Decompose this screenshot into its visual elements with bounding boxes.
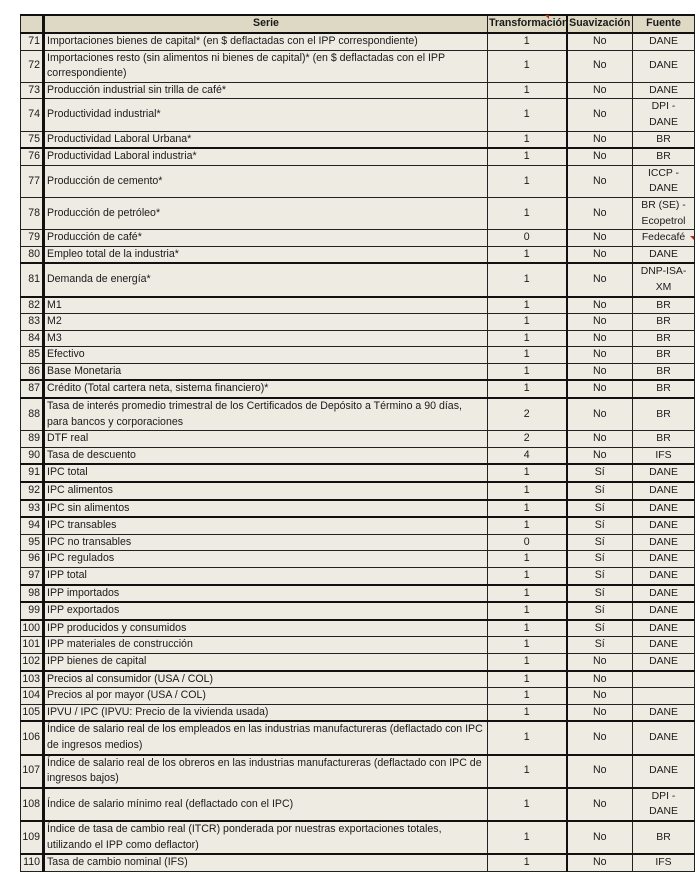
- cell-serie: IPP bienes de capital: [44, 653, 488, 670]
- cell-transformacion: 1: [488, 330, 567, 347]
- cell-suavizacion: Sí: [567, 517, 633, 534]
- cell-suavizacion: No: [567, 688, 633, 705]
- cell-serie: IPVU / IPC (IPVU: Precio de la vivienda usada): [44, 704, 488, 721]
- table-row: [21, 347, 695, 364]
- table-row: [21, 821, 695, 854]
- cell-fuente: IFS: [633, 447, 695, 464]
- table-row: [21, 398, 695, 431]
- row-number: 82: [21, 297, 44, 314]
- cell-serie: IPP total: [44, 568, 488, 585]
- cell-serie: Productividad Laboral industria*: [44, 148, 488, 165]
- cell-suavizacion: No: [567, 363, 633, 380]
- header-transformacion: Transformación: [488, 15, 567, 33]
- cell-transformacion: 1: [488, 653, 567, 670]
- cell-suavizacion: No: [567, 246, 633, 263]
- cell-fuente: DANE: [633, 568, 695, 585]
- cell-fuente: BR: [633, 314, 695, 331]
- cell-transformacion: 1: [488, 148, 567, 165]
- cell-serie: IPC no transables: [44, 534, 488, 551]
- cell-serie: M2: [44, 314, 488, 331]
- table-row: [21, 671, 695, 688]
- row-number: 97: [21, 568, 44, 585]
- table-row: [21, 637, 695, 654]
- row-number: 75: [21, 131, 44, 148]
- row-number: 74: [21, 99, 44, 131]
- table-row: [21, 721, 695, 754]
- cell-serie: Base Monetaria: [44, 363, 488, 380]
- cell-transformacion: 1: [488, 464, 567, 482]
- cell-transformacion: 1: [488, 755, 567, 788]
- header-row: [21, 15, 695, 33]
- cell-serie: M3: [44, 330, 488, 347]
- cell-fuente: BR: [633, 380, 695, 398]
- header-num: [21, 15, 44, 33]
- cell-serie: Empleo total de la industria*: [44, 246, 488, 263]
- cell-serie: Crédito (Total cartera neta, sistema financiero)*: [44, 380, 488, 398]
- cell-serie: Índice de salario real de los obreros en las industrias manufactureras (deflactado con IPC de ingresos bajos): [44, 755, 488, 788]
- cell-serie: Tasa de cambio nominal (IFS): [44, 854, 488, 871]
- cell-transformacion: 1: [488, 263, 567, 296]
- cell-fuente: BR: [633, 398, 695, 431]
- table-row: [21, 330, 695, 347]
- table-row: [21, 380, 695, 398]
- row-number: 108: [21, 788, 44, 821]
- cell-serie: Tasa de interés promedio trimestral de los Certificados de Depósito a Término a 90 días, para bancos y corporaciones: [44, 398, 488, 431]
- cell-fuente: DANE: [633, 637, 695, 654]
- cell-transformacion: 1: [488, 585, 567, 603]
- cell-suavizacion: No: [567, 99, 633, 131]
- cell-transformacion: 1: [488, 165, 567, 197]
- row-number: 103: [21, 671, 44, 688]
- cell-fuente: BR: [633, 148, 695, 165]
- table-row: [21, 688, 695, 705]
- table-row: [21, 704, 695, 721]
- cell-serie: M1: [44, 297, 488, 314]
- row-number: 80: [21, 246, 44, 263]
- cell-transformacion: 1: [488, 246, 567, 263]
- cell-fuente: DANE: [633, 755, 695, 788]
- cell-suavizacion: No: [567, 314, 633, 331]
- cell-serie: Precios al por mayor (USA / COL): [44, 688, 488, 705]
- cell-fuente: DANE: [633, 50, 695, 82]
- row-number: 94: [21, 517, 44, 534]
- cell-suavizacion: No: [567, 330, 633, 347]
- row-number: 73: [21, 82, 44, 99]
- row-number: 98: [21, 585, 44, 603]
- row-number: 109: [21, 821, 44, 854]
- cell-suavizacion: No: [567, 398, 633, 431]
- row-number: 95: [21, 534, 44, 551]
- cell-fuente: DANE: [633, 704, 695, 721]
- row-number: 106: [21, 721, 44, 754]
- cell-suavizacion: No: [567, 230, 633, 247]
- row-number: 71: [21, 33, 44, 50]
- cell-transformacion: 1: [488, 482, 567, 500]
- table-row: [21, 620, 695, 637]
- cell-suavizacion: No: [567, 721, 633, 754]
- cell-serie: Efectivo: [44, 347, 488, 364]
- header-fuente: Fuente: [633, 15, 695, 33]
- cell-suavizacion: No: [567, 82, 633, 99]
- cell-suavizacion: No: [567, 704, 633, 721]
- series-table-container: [20, 14, 694, 872]
- row-number: 83: [21, 314, 44, 331]
- table-row: [21, 33, 695, 50]
- cell-fuente: ICCP -DANE: [633, 165, 695, 197]
- row-number: 72: [21, 50, 44, 82]
- cell-fuente: DANE: [633, 721, 695, 754]
- table-row: [21, 464, 695, 482]
- cell-suavizacion: Sí: [567, 637, 633, 654]
- row-number: 105: [21, 704, 44, 721]
- cell-serie: Precios al consumidor (USA / COL): [44, 671, 488, 688]
- cell-suavizacion: No: [567, 33, 633, 50]
- cell-transformacion: 1: [488, 704, 567, 721]
- row-number: 86: [21, 363, 44, 380]
- cell-transformacion: 1: [488, 347, 567, 364]
- table-row: [21, 431, 695, 448]
- table-row: [21, 50, 695, 82]
- cell-transformacion: 1: [488, 620, 567, 637]
- cell-serie: IPC sin alimentos: [44, 500, 488, 518]
- row-number: 84: [21, 330, 44, 347]
- table-row: [21, 297, 695, 314]
- cell-transformacion: 1: [488, 131, 567, 148]
- row-number: 90: [21, 447, 44, 464]
- cell-serie: Índice de tasa de cambio real (ITCR) ponderada por nuestras exportaciones totales, utilizando el IPP como deflactor): [44, 821, 488, 854]
- cell-fuente: DANE: [633, 551, 695, 568]
- cell-suavizacion: No: [567, 131, 633, 148]
- row-number: 93: [21, 500, 44, 518]
- table-row: [21, 653, 695, 670]
- cell-fuente: BR: [633, 131, 695, 148]
- cell-fuente: [633, 671, 695, 688]
- cell-transformacion: 1: [488, 197, 567, 229]
- table-row: [21, 551, 695, 568]
- cell-suavizacion: Sí: [567, 602, 633, 620]
- table-row: [21, 755, 695, 788]
- row-number: 110: [21, 854, 44, 871]
- row-number: 96: [21, 551, 44, 568]
- header-serie: Serie: [44, 15, 488, 33]
- cell-fuente: DANE: [633, 602, 695, 620]
- row-number: 79: [21, 230, 44, 247]
- row-number: 78: [21, 197, 44, 229]
- cell-fuente: BR: [633, 297, 695, 314]
- row-number: 100: [21, 620, 44, 637]
- cell-fuente: DANE: [633, 464, 695, 482]
- table-body: [21, 33, 695, 871]
- table-row: [21, 131, 695, 148]
- cell-suavizacion: No: [567, 671, 633, 688]
- row-number: 76: [21, 148, 44, 165]
- cell-transformacion: 1: [488, 637, 567, 654]
- comment-indicator-icon: [690, 236, 694, 240]
- cell-suavizacion: No: [567, 431, 633, 448]
- cell-fuente: DANE: [633, 33, 695, 50]
- cell-serie: IPC transables: [44, 517, 488, 534]
- cell-fuente: DANE: [633, 653, 695, 670]
- table-row: [21, 568, 695, 585]
- row-number: 88: [21, 398, 44, 431]
- cell-suavizacion: No: [567, 165, 633, 197]
- table-row: [21, 585, 695, 603]
- cell-suavizacion: Sí: [567, 500, 633, 518]
- table-row: [21, 230, 695, 247]
- row-number: 107: [21, 755, 44, 788]
- cell-suavizacion: No: [567, 447, 633, 464]
- cell-transformacion: 1: [488, 314, 567, 331]
- cell-suavizacion: No: [567, 854, 633, 871]
- cell-transformacion: 4: [488, 447, 567, 464]
- header-suavizacion: Suavización: [567, 15, 633, 33]
- table-row: [21, 602, 695, 620]
- cell-transformacion: 1: [488, 602, 567, 620]
- cell-fuente: DANE: [633, 82, 695, 99]
- table-row: [21, 482, 695, 500]
- cell-suavizacion: No: [567, 755, 633, 788]
- cell-transformacion: 1: [488, 551, 567, 568]
- cell-fuente: DANE: [633, 482, 695, 500]
- table-row: [21, 82, 695, 99]
- cell-transformacion: 1: [488, 33, 567, 50]
- cell-suavizacion: No: [567, 347, 633, 364]
- cell-suavizacion: Sí: [567, 551, 633, 568]
- cell-serie: Importaciones resto (sin alimentos ni bienes de capital)* (en $ deflactadas con el IPP correspondiente): [44, 50, 488, 82]
- cell-serie: Producción industrial sin trilla de café*: [44, 82, 488, 99]
- table-row: [21, 534, 695, 551]
- cell-transformacion: 1: [488, 82, 567, 99]
- table-row: [21, 500, 695, 518]
- cell-suavizacion: Sí: [567, 568, 633, 585]
- row-number: 87: [21, 380, 44, 398]
- table-row: [21, 246, 695, 263]
- table-row: [21, 314, 695, 331]
- cell-suavizacion: Sí: [567, 620, 633, 637]
- cell-serie: IPP materiales de construcción: [44, 637, 488, 654]
- cell-fuente: DNP-ISA-XM: [633, 263, 695, 296]
- cell-suavizacion: Sí: [567, 534, 633, 551]
- row-number: 92: [21, 482, 44, 500]
- cell-serie: Índice de salario real de los empleados en las industrias manufactureras (deflactado con IPC de ingresos medios): [44, 721, 488, 754]
- cell-fuente: [633, 688, 695, 705]
- cell-suavizacion: Sí: [567, 482, 633, 500]
- cell-transformacion: 1: [488, 854, 567, 871]
- cell-transformacion: 1: [488, 500, 567, 518]
- cell-fuente: DANE: [633, 500, 695, 518]
- cell-suavizacion: No: [567, 197, 633, 229]
- cell-fuente: DPI - DANE: [633, 788, 695, 821]
- cell-fuente: DANE: [633, 620, 695, 637]
- table-row: [21, 363, 695, 380]
- cell-suavizacion: No: [567, 380, 633, 398]
- cell-transformacion: 1: [488, 517, 567, 534]
- cell-transformacion: 1: [488, 568, 567, 585]
- cell-fuente: DANE: [633, 534, 695, 551]
- cell-fuente: BR: [633, 821, 695, 854]
- cell-serie: Productividad industrial*: [44, 99, 488, 131]
- cell-fuente: Fedecafé: [633, 230, 695, 247]
- cell-transformacion: 1: [488, 380, 567, 398]
- cell-suavizacion: No: [567, 821, 633, 854]
- row-number: 104: [21, 688, 44, 705]
- cell-serie: Productividad Laboral Urbana*: [44, 131, 488, 148]
- cell-fuente: BR: [633, 431, 695, 448]
- cell-serie: IPC regulados: [44, 551, 488, 568]
- cell-transformacion: 2: [488, 431, 567, 448]
- cell-serie: Tasa de descuento: [44, 447, 488, 464]
- table-row: [21, 447, 695, 464]
- table-row: [21, 517, 695, 534]
- cell-suavizacion: No: [567, 50, 633, 82]
- cell-transformacion: 1: [488, 821, 567, 854]
- row-number: 101: [21, 637, 44, 654]
- cell-fuente: DPI - DANE: [633, 99, 695, 131]
- table-row: [21, 148, 695, 165]
- table-row: [21, 263, 695, 296]
- cell-suavizacion: No: [567, 788, 633, 821]
- cell-serie: Índice de salario mínimo real (deflactado con el IPC): [44, 788, 488, 821]
- cell-transformacion: 1: [488, 721, 567, 754]
- cell-serie: IPP importados: [44, 585, 488, 603]
- cell-fuente: DANE: [633, 517, 695, 534]
- cell-serie: IPC alimentos: [44, 482, 488, 500]
- cell-serie: Producción de petróleo*: [44, 197, 488, 229]
- row-number: 91: [21, 464, 44, 482]
- cell-fuente: DANE: [633, 585, 695, 603]
- cell-fuente: IFS: [633, 854, 695, 871]
- cell-serie: IPC total: [44, 464, 488, 482]
- row-number: 89: [21, 431, 44, 448]
- table-row: [21, 165, 695, 197]
- row-number: 77: [21, 165, 44, 197]
- cell-fuente: BR: [633, 330, 695, 347]
- cell-serie: IPP exportados: [44, 602, 488, 620]
- cell-serie: Producción de cemento*: [44, 165, 488, 197]
- cell-serie: DTF real: [44, 431, 488, 448]
- cell-fuente: BR (SE) - Ecopetrol: [633, 197, 695, 229]
- cell-transformacion: 0: [488, 534, 567, 551]
- cell-suavizacion: Sí: [567, 464, 633, 482]
- row-number: 102: [21, 653, 44, 670]
- cell-fuente: DANE: [633, 246, 695, 263]
- cell-transformacion: 0: [488, 230, 567, 247]
- row-number: 81: [21, 263, 44, 296]
- row-number: 99: [21, 602, 44, 620]
- cell-serie: IPP producidos y consumidos: [44, 620, 488, 637]
- cell-transformacion: 2: [488, 398, 567, 431]
- cell-suavizacion: No: [567, 653, 633, 670]
- cell-transformacion: 1: [488, 788, 567, 821]
- cell-suavizacion: No: [567, 148, 633, 165]
- cell-suavizacion: No: [567, 297, 633, 314]
- cell-fuente: BR: [633, 347, 695, 364]
- cell-transformacion: 1: [488, 363, 567, 380]
- table-row: [21, 854, 695, 871]
- cell-fuente: BR: [633, 363, 695, 380]
- cell-transformacion: 1: [488, 99, 567, 131]
- cell-suavizacion: No: [567, 263, 633, 296]
- table-row: [21, 788, 695, 821]
- cell-serie: Producción de café*: [44, 230, 488, 247]
- cell-transformacion: 1: [488, 297, 567, 314]
- cell-suavizacion: Sí: [567, 585, 633, 603]
- cell-serie: Importaciones bienes de capital* (en $ deflactadas con el IPP correspondiente): [44, 33, 488, 50]
- table-row: [21, 197, 695, 229]
- table-row: [21, 99, 695, 131]
- series-table: [20, 14, 695, 872]
- cell-transformacion: 1: [488, 671, 567, 688]
- cell-serie: Demanda de energía*: [44, 263, 488, 296]
- cell-transformacion: 1: [488, 50, 567, 82]
- comment-indicator-icon: [545, 15, 549, 19]
- row-number: 85: [21, 347, 44, 364]
- cell-transformacion: 1: [488, 688, 567, 705]
